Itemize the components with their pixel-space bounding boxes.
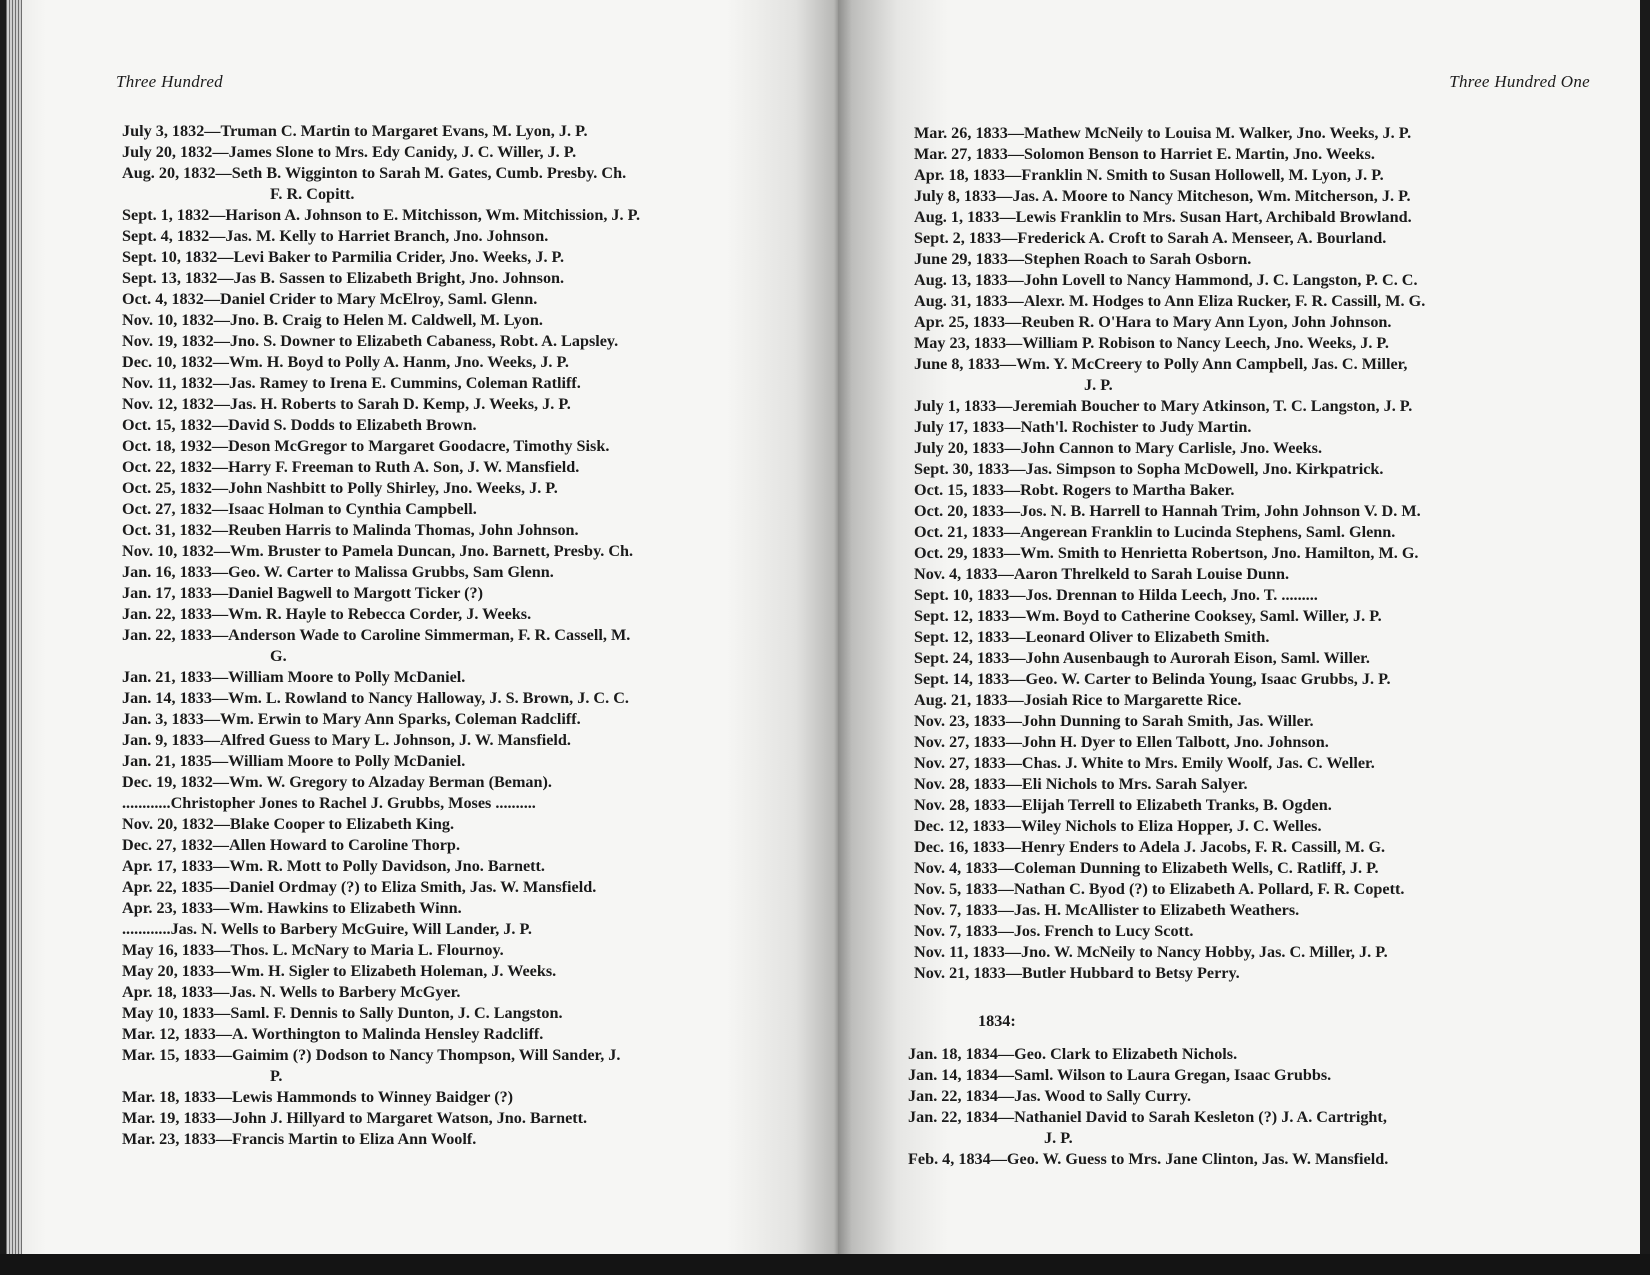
record-entry <box>122 310 772 331</box>
record-entry <box>122 793 772 814</box>
left-page-header: Three Hundred <box>116 72 223 91</box>
record-text: Jan. 22, 1834—Jas. Wood to Sally Curry. <box>908 1087 1192 1105</box>
record-continuation: J. P. <box>1044 1129 1073 1147</box>
record-entry <box>122 331 772 352</box>
record-entry <box>914 585 1574 606</box>
record-text: May 20, 1833—Wm. H. Sigler to Elizabeth Holeman, J. Weeks. <box>122 962 557 980</box>
record-entry <box>914 627 1574 648</box>
record-text: Mar. 18, 1833—Lewis Hammonds to Winney Baidger (?) <box>122 1088 514 1106</box>
record-text: Nov. 4, 1833—Aaron Threlkeld to Sarah Louise Dunn. <box>914 565 1290 583</box>
left-page <box>6 0 838 1254</box>
record-entry <box>914 186 1574 207</box>
record-entry <box>122 688 772 709</box>
record-entry <box>914 396 1574 417</box>
record-text: Oct. 27, 1832—Isaac Holman to Cynthia Campbell. <box>122 500 477 518</box>
record-text: Sept. 10, 1833—Jos. Drennan to Hilda Leech, Jno. T. ......... <box>914 586 1318 604</box>
record-entry <box>914 606 1574 627</box>
record-text: July 3, 1832—Truman C. Martin to Margaret Evans, M. Lyon, J. P. <box>122 122 588 140</box>
record-text: Nov. 10, 1832—Jno. B. Craig to Helen M. Caldwell, M. Lyon. <box>122 311 543 329</box>
record-text: Mar. 23, 1833—Francis Martin to Eliza Ann Woolf. <box>122 1130 477 1148</box>
record-text: June 29, 1833—Stephen Roach to Sarah Osborn. <box>914 250 1252 268</box>
record-text: Mar. 27, 1833—Solomon Benson to Harriet E. Martin, Jno. Weeks. <box>914 145 1375 163</box>
record-text: Nov. 28, 1833—Elijah Terrell to Elizabeth Tranks, B. Ogden. <box>914 796 1332 814</box>
record-entry <box>122 478 772 499</box>
record-text: July 20, 1832—James Slone to Mrs. Edy Canidy, J. C. Willer, J. P. <box>122 143 577 161</box>
page-edge <box>6 0 22 1254</box>
record-text: Jan. 16, 1833—Geo. W. Carter to Malissa Grubbs, Sam Glenn. <box>122 563 554 581</box>
record-entry <box>122 1045 772 1087</box>
record-entry <box>122 436 772 457</box>
record-entry <box>914 753 1574 774</box>
record-text: Mar. 12, 1833—A. Worthington to Malinda Hensley Radcliff. <box>122 1025 544 1043</box>
record-entry <box>122 667 772 688</box>
record-text: June 8, 1833—Wm. Y. McCreery to Polly Ann Campbell, Jas. C. Miller, <box>914 355 1408 373</box>
record-entry <box>914 879 1574 900</box>
record-entry <box>122 457 772 478</box>
record-text: Aug. 1, 1833—Lewis Franklin to Mrs. Susan Hart, Archibald Browland. <box>914 208 1412 226</box>
record-text: Oct. 15, 1832—David S. Dodds to Elizabeth Brown. <box>122 416 477 434</box>
record-text: Jan. 21, 1833—William Moore to Polly McDaniel. <box>122 668 466 686</box>
record-text: Jan. 9, 1833—Alfred Guess to Mary L. Johnson, J. W. Mansfield. <box>122 731 571 749</box>
record-entry <box>122 352 772 373</box>
record-entry <box>122 940 772 961</box>
record-entry <box>122 163 772 205</box>
record-entry <box>914 921 1574 942</box>
record-entry <box>122 226 772 247</box>
record-entry <box>122 541 772 562</box>
record-text: Dec. 12, 1833—Wiley Nichols to Eliza Hopper, J. C. Welles. <box>914 817 1322 835</box>
record-text: Nov. 20, 1832—Blake Cooper to Elizabeth King. <box>122 815 455 833</box>
record-entry <box>914 417 1574 438</box>
record-text: Oct. 31, 1832—Reuben Harris to Malinda Thomas, John Johnson. <box>122 521 579 539</box>
record-continuation: G. <box>270 647 287 665</box>
background-strip <box>0 1254 1650 1275</box>
record-entry <box>914 501 1574 522</box>
record-text: Jan. 22, 1833—Wm. R. Hayle to Rebecca Corder, J. Weeks. <box>122 605 532 623</box>
record-entry <box>122 121 772 142</box>
record-entry <box>914 312 1574 333</box>
record-entry <box>914 900 1574 921</box>
record-entry <box>122 268 772 289</box>
record-text: Oct. 25, 1832—John Nashbitt to Polly Shirley, Jno. Weeks, J. P. <box>122 479 558 497</box>
record-text: Nov. 28, 1833—Eli Nichols to Mrs. Sarah Salyer. <box>914 775 1248 793</box>
record-text: Jan. 3, 1833—Wm. Erwin to Mary Ann Sparks, Coleman Radcliff. <box>122 710 581 728</box>
record-entry <box>914 270 1574 291</box>
record-text: Jan. 18, 1834—Geo. Clark to Elizabeth Nichols. <box>908 1045 1238 1063</box>
record-entry <box>122 142 772 163</box>
record-text: Sept. 24, 1833—John Ausenbaugh to Aurorah Eison, Saml. Willer. <box>914 649 1370 667</box>
record-entry <box>914 165 1574 186</box>
record-text: Oct. 18, 1932—Deson McGregor to Margaret Goodacre, Timothy Sisk. <box>122 437 610 455</box>
record-text: Mar. 19, 1833—John J. Hillyard to Margaret Watson, Jno. Barnett. <box>122 1109 588 1127</box>
record-entry <box>122 730 772 751</box>
record-entry <box>914 249 1574 270</box>
record-text: Nov. 11, 1832—Jas. Ramey to Irena E. Cummins, Coleman Ratliff. <box>122 374 581 392</box>
record-entry <box>914 459 1574 480</box>
record-entry <box>122 247 772 268</box>
record-entry <box>914 543 1574 564</box>
record-entry <box>914 942 1574 963</box>
record-entry <box>122 289 772 310</box>
record-entry <box>122 1024 772 1045</box>
record-entry <box>122 520 772 541</box>
record-entry <box>914 333 1574 354</box>
record-text: Sept. 10, 1832—Levi Baker to Parmilia Crider, Jno. Weeks, J. P. <box>122 248 565 266</box>
record-entry <box>914 228 1574 249</box>
record-entry <box>908 1086 1568 1107</box>
record-entry <box>914 732 1574 753</box>
record-text: May 10, 1833—Saml. F. Dennis to Sally Dunton, J. C. Langston. <box>122 1004 563 1022</box>
record-text: Sept. 4, 1832—Jas. M. Kelly to Harriet Branch, Jno. Johnson. <box>122 227 549 245</box>
record-entry <box>914 564 1574 585</box>
record-entry <box>122 625 772 667</box>
record-text: Apr. 18, 1833—Jas. N. Wells to Barbery McGyer. <box>122 983 461 1001</box>
record-text: Nov. 7, 1833—Jas. H. McAllister to Elizabeth Weathers. <box>914 901 1300 919</box>
record-text: Sept. 1, 1832—Harison A. Johnson to E. Mitchisson, Wm. Mitchission, J. P. <box>122 206 641 224</box>
record-entry <box>914 837 1574 858</box>
record-entry <box>122 394 772 415</box>
record-text: Sept. 2, 1833—Frederick A. Croft to Sarah A. Menseer, A. Bourland. <box>914 229 1387 247</box>
record-text: Apr. 25, 1833—Reuben R. O'Hara to Mary Ann Lyon, John Johnson. <box>914 313 1392 331</box>
record-entry <box>914 711 1574 732</box>
record-text: Aug. 31, 1833—Alexr. M. Hodges to Ann Eliza Rucker, F. R. Cassill, M. G. <box>914 292 1426 310</box>
record-entry <box>914 522 1574 543</box>
right-page-header: Three Hundred One <box>1449 72 1590 91</box>
record-text: July 8, 1833—Jas. A. Moore to Nancy Mitcheson, Wm. Mitcherson, J. P. <box>914 187 1411 205</box>
record-text: Sept. 13, 1832—Jas B. Sassen to Elizabeth Bright, Jno. Johnson. <box>122 269 565 287</box>
record-continuation: P. <box>270 1067 283 1085</box>
record-entry <box>122 709 772 730</box>
record-entry <box>914 144 1574 165</box>
right-entry-list <box>914 123 1574 984</box>
record-text: Dec. 10, 1832—Wm. H. Boyd to Polly A. Hanm, Jno. Weeks, J. P. <box>122 353 569 371</box>
record-entry <box>908 1107 1568 1149</box>
record-entry <box>122 415 772 436</box>
record-continuation: F. R. Copitt. <box>270 185 355 203</box>
record-text: July 20, 1833—John Cannon to Mary Carlisle, Jno. Weeks. <box>914 439 1323 457</box>
record-entry <box>914 291 1574 312</box>
record-text: Nov. 11, 1833—Jno. W. McNeily to Nancy Hobby, Jas. C. Miller, J. P. <box>914 943 1388 961</box>
record-entry <box>122 583 772 604</box>
record-entry <box>914 438 1574 459</box>
record-text: Apr. 18, 1833—Franklin N. Smith to Susan Hollowell, M. Lyon, J. P. <box>914 166 1384 184</box>
record-entry <box>914 774 1574 795</box>
record-entry <box>914 690 1574 711</box>
record-text: Oct. 4, 1832—Daniel Crider to Mary McElroy, Saml. Glenn. <box>122 290 538 308</box>
record-entry <box>122 898 772 919</box>
record-entry <box>122 604 772 625</box>
record-text: Nov. 19, 1832—Jno. S. Downer to Elizabeth Cabaness, Robt. A. Lapsley. <box>122 332 619 350</box>
record-entry <box>914 816 1574 837</box>
record-text: Nov. 5, 1833—Nathan C. Byod (?) to Elizabeth A. Pollard, F. R. Copett. <box>914 880 1405 898</box>
record-text: Aug. 13, 1833—John Lovell to Nancy Hammond, J. C. Langston, P. C. C. <box>914 271 1418 289</box>
record-entry <box>122 982 772 1003</box>
record-text: July 17, 1833—Nath'l. Rochister to Judy Martin. <box>914 418 1252 436</box>
record-text: Nov. 27, 1833—Chas. J. White to Mrs. Emily Woolf, Jas. C. Weller. <box>914 754 1375 772</box>
record-text: Aug. 21, 1833—Josiah Rice to Margarette Rice. <box>914 691 1242 709</box>
record-continuation: J. P. <box>1084 376 1113 394</box>
record-text: Oct. 29, 1833—Wm. Smith to Henrietta Robertson, Jno. Hamilton, M. G. <box>914 544 1419 562</box>
record-entry <box>122 772 772 793</box>
record-entry <box>122 1003 772 1024</box>
record-text: Sept. 12, 1833—Wm. Boyd to Catherine Cooksey, Saml. Willer, J. P. <box>914 607 1382 625</box>
record-entry <box>122 751 772 772</box>
record-text: ............Jas. N. Wells to Barbery McGuire, Will Lander, J. P. <box>122 920 532 938</box>
left-entry-list <box>122 121 772 1150</box>
record-entry <box>122 562 772 583</box>
record-text: ............Christopher Jones to Rachel J. Grubbs, Moses .......... <box>122 794 536 812</box>
record-text: Dec. 16, 1833—Henry Enders to Adela J. Jacobs, F. R. Cassill, M. G. <box>914 838 1386 856</box>
record-text: Sept. 14, 1833—Geo. W. Carter to Belinda Young, Isaac Grubbs, J. P. <box>914 670 1391 688</box>
record-entry <box>914 354 1574 396</box>
record-text: Nov. 21, 1833—Butler Hubbard to Betsy Perry. <box>914 964 1240 982</box>
record-text: July 1, 1833—Jeremiah Boucher to Mary Atkinson, T. C. Langston, J. P. <box>914 397 1413 415</box>
record-entry <box>122 814 772 835</box>
record-text: Nov. 10, 1832—Wm. Bruster to Pamela Duncan, Jno. Barnett, Presby. Ch. <box>122 542 634 560</box>
record-text: Oct. 20, 1833—Jos. N. B. Harrell to Hannah Trim, John Johnson V. D. M. <box>914 502 1421 520</box>
record-entry <box>122 499 772 520</box>
record-text: Sept. 12, 1833—Leonard Oliver to Elizabeth Smith. <box>914 628 1270 646</box>
record-text: Apr. 22, 1835—Daniel Ordmay (?) to Eliza Smith, Jas. W. Mansfield. <box>122 878 597 896</box>
record-entry <box>122 877 772 898</box>
record-text: Mar. 26, 1833—Mathew McNeily to Louisa M. Walker, Jno. Weeks, J. P. <box>914 124 1412 142</box>
record-text: Oct. 22, 1832—Harry F. Freeman to Ruth A. Son, J. W. Mansfield. <box>122 458 580 476</box>
record-text: Nov. 7, 1833—Jos. French to Lucy Scott. <box>914 922 1194 940</box>
record-entry <box>914 669 1574 690</box>
record-text: Jan. 14, 1833—Wm. L. Rowland to Nancy Halloway, J. S. Brown, J. C. C. <box>122 689 629 707</box>
record-text: Oct. 21, 1833—Angerean Franklin to Lucinda Stephens, Saml. Glenn. <box>914 523 1396 541</box>
record-entry <box>122 1108 772 1129</box>
record-entry <box>914 480 1574 501</box>
record-text: Jan. 21, 1835—William Moore to Polly McDaniel. <box>122 752 466 770</box>
record-entry <box>914 795 1574 816</box>
record-text: Feb. 4, 1834—Geo. W. Guess to Mrs. Jane Clinton, Jas. W. Mansfield. <box>908 1150 1389 1168</box>
record-text: Nov. 23, 1833—John Dunning to Sarah Smith, Jas. Willer. <box>914 712 1314 730</box>
record-text: Nov. 12, 1832—Jas. H. Roberts to Sarah D. Kemp, J. Weeks, J. P. <box>122 395 571 413</box>
record-text: Dec. 27, 1832—Allen Howard to Caroline Thorp. <box>122 836 460 854</box>
record-text: Jan. 22, 1834—Nathaniel David to Sarah Kesleton (?) J. A. Cartright, <box>908 1108 1387 1126</box>
record-entry <box>908 1065 1568 1086</box>
record-entry <box>122 835 772 856</box>
record-text: Apr. 17, 1833—Wm. R. Mott to Polly Davidson, Jno. Barnett. <box>122 857 545 875</box>
record-entry <box>914 648 1574 669</box>
entry-list-1834 <box>908 1044 1568 1170</box>
record-text: Dec. 19, 1832—Wm. W. Gregory to Alzaday Berman (Beman). <box>122 773 552 791</box>
record-text: May 16, 1833—Thos. L. McNary to Maria L. Flournoy. <box>122 941 504 959</box>
record-entry <box>122 373 772 394</box>
record-text: Jan. 22, 1833—Anderson Wade to Caroline Simmerman, F. R. Cassell, M. <box>122 626 631 644</box>
record-entry <box>914 123 1574 144</box>
record-entry <box>914 963 1574 984</box>
record-text: Nov. 27, 1833—John H. Dyer to Ellen Talbott, Jno. Johnson. <box>914 733 1329 751</box>
record-text: Sept. 30, 1833—Jas. Simpson to Sopha McDowell, Jno. Kirkpatrick. <box>914 460 1384 478</box>
record-text: Jan. 17, 1833—Daniel Bagwell to Margott Ticker (?) <box>122 584 484 602</box>
record-entry <box>122 1129 772 1150</box>
record-text: Apr. 23, 1833—Wm. Hawkins to Elizabeth Winn. <box>122 899 462 917</box>
record-text: Mar. 15, 1833—Gaimim (?) Dodson to Nancy Thompson, Will Sander, J. <box>122 1046 621 1064</box>
record-text: Oct. 15, 1833—Robt. Rogers to Martha Baker. <box>914 481 1235 499</box>
record-entry <box>914 858 1574 879</box>
record-entry <box>122 919 772 940</box>
record-text: May 23, 1833—William P. Robison to Nancy Leech, Jno. Weeks, J. P. <box>914 334 1389 352</box>
record-entry <box>908 1044 1568 1065</box>
record-entry <box>122 1087 772 1108</box>
record-entry <box>122 856 772 877</box>
record-entry <box>914 207 1574 228</box>
record-text: Jan. 14, 1834—Saml. Wilson to Laura Gregan, Isaac Grubbs. <box>908 1066 1332 1084</box>
record-entry <box>908 1149 1568 1170</box>
record-entry <box>122 205 772 226</box>
record-text: Nov. 4, 1833—Coleman Dunning to Elizabeth Wells, C. Ratliff, J. P. <box>914 859 1379 877</box>
record-entry <box>122 961 772 982</box>
record-text: Aug. 20, 1832—Seth B. Wigginton to Sarah M. Gates, Cumb. Presby. Ch. <box>122 164 627 182</box>
year-heading: 1834: <box>978 1012 1016 1030</box>
